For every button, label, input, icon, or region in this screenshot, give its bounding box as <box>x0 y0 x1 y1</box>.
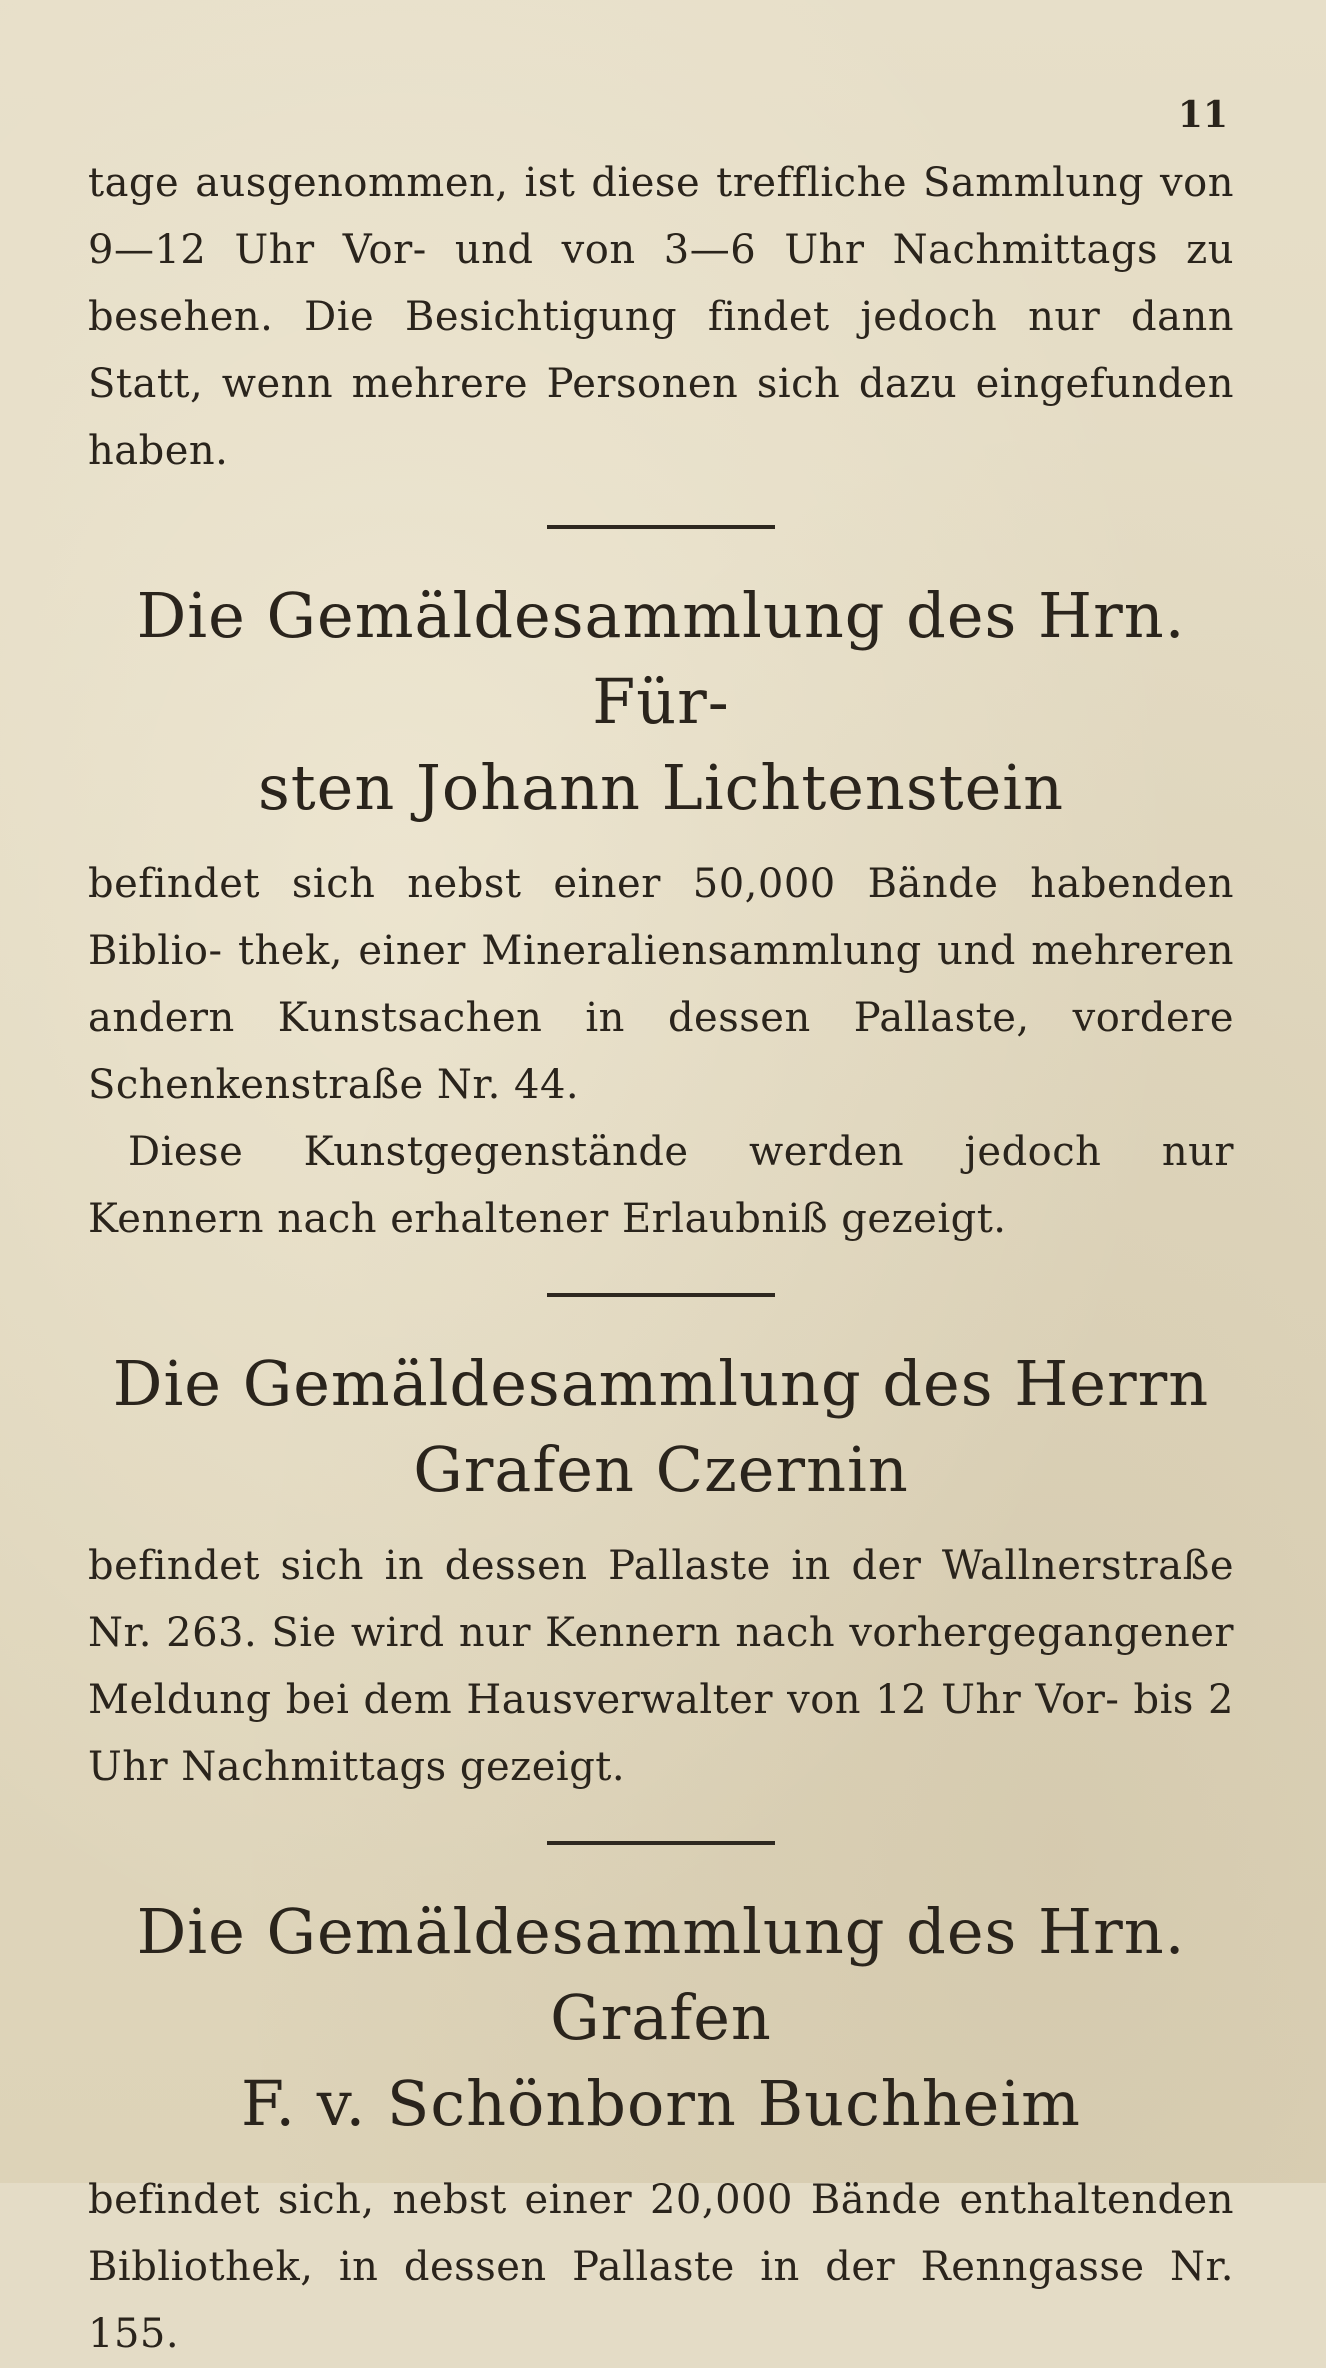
heading-line: Die Gemäldesammlung des Herrn <box>112 1347 1210 1420</box>
section-paragraph: Diese Kunstgegenstände werden jedoch nur Kennern nach erhaltener Erlaubniß gezeigt. <box>88 1129 1234 1242</box>
heading-line: sten Johann Lichtenstein <box>257 751 1065 824</box>
section-divider <box>547 1293 775 1297</box>
section-divider <box>547 1841 775 1845</box>
intro-paragraph <box>88 150 1234 485</box>
section-heading <box>88 1889 1234 2147</box>
section-paragraph: befindet sich in dessen Pallaste in der Wallnerstraße Nr. 263. Sie wird nur Kennern nach vorhergegangener Meldung bei dem Hausverwalter von 12 Uhr Vor- bis 2 Uhr Nachmittags gezeigt. <box>88 1543 1234 1790</box>
page-number: 11 <box>1177 94 1228 136</box>
intro-line: wenn mehrere Personen sich dazu eingefunden haben. <box>88 361 1234 474</box>
heading-line: Grafen Czernin <box>413 1433 909 1506</box>
page-content <box>88 150 1234 2368</box>
heading-line: F. v. Schönborn Buchheim <box>241 2067 1081 2140</box>
section-divider <box>547 525 775 529</box>
section-heading <box>88 1341 1234 1513</box>
intro-line: 9—12 Uhr Vor- und von 3—6 Uhr Nachmittags zu <box>88 227 1234 273</box>
section-lichtenstein <box>88 573 1234 1253</box>
heading-line: Die Gemäldesammlung des Hrn. Für- <box>136 579 1186 738</box>
section-czernin <box>88 1341 1234 1801</box>
intro-line: besehen. Die Besichtigung findet jedoch nur dann Statt, <box>88 294 1234 407</box>
section-schoenborn <box>88 1889 1234 2368</box>
heading-line: Die Gemäldesammlung des Hrn. Grafen <box>136 1895 1186 2054</box>
section-paragraph: befindet sich nebst einer 50,000 Bände habenden Biblio- thek, einer Mineraliensammlung und mehreren andern Kunstsachen in dessen Pallaste, vordere Schenkenstraße Nr. 44. <box>88 861 1234 1108</box>
section-heading <box>88 573 1234 831</box>
intro-line: tage ausgenommen, ist diese treffliche Sammlung von <box>88 160 1234 206</box>
section-paragraph: befindet sich, nebst einer 20,000 Bände enthaltenden Bibliothek, in dessen Pallaste in der Renngasse Nr. 155. <box>88 2177 1234 2357</box>
